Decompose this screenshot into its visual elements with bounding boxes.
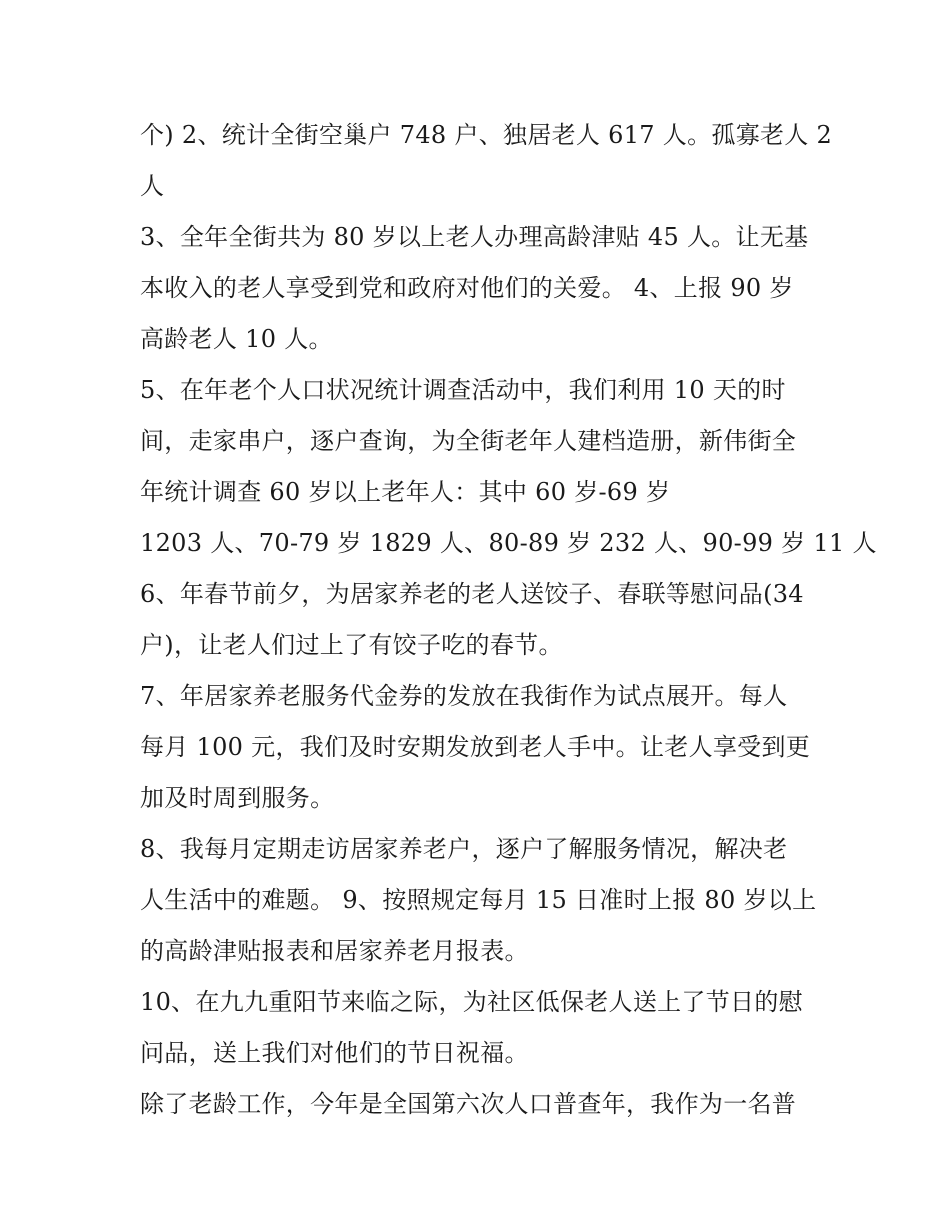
- text-line: 的高龄津贴报表和居家养老月报表。: [140, 937, 529, 965]
- text-line: 人生活中的难题。 9、按照规定每月 15 日准时上报 80 岁以上: [140, 886, 817, 914]
- text-line: 间，走家串户，逐户查询，为全街老年人建档造册，新伟街全: [140, 427, 797, 455]
- text-line: 1203 人、70-79 岁 1829 人、80-89 岁 232 人、90-99 岁 11 人: [140, 529, 877, 557]
- text-line: 除了老龄工作，今年是全国第六次人口普查年，我作为一名普: [140, 1090, 797, 1118]
- text-line: 7、年居家养老服务代金券的发放在我街作为试点展开。每人: [140, 682, 788, 710]
- text-line: 个) 2、统计全街空巢户 748 户、独居老人 617 人。孤寡老人 2: [140, 121, 833, 149]
- text-line: 6、年春节前夕，为居家养老的老人送饺子、春联等慰问品(34: [140, 580, 804, 608]
- text-line: 户)，让老人们过上了有饺子吃的春节。: [140, 631, 563, 659]
- text-line: 问品，送上我们对他们的节日祝福。: [140, 1039, 529, 1067]
- text-line: 本收入的老人享受到党和政府对他们的关爱。 4、上报 90 岁: [140, 274, 794, 302]
- text-line: 加及时周到服务。: [140, 784, 335, 812]
- text-line: 人: [140, 172, 165, 200]
- text-line: 3、全年全街共为 80 岁以上老人办理高龄津贴 45 人。让无基: [140, 223, 809, 251]
- text-line: 年统计调查 60 岁以上老年人：其中 60 岁-69 岁: [140, 478, 671, 506]
- text-line: 10、在九九重阳节来临之际，为社区低保老人送上了节日的慰: [140, 988, 803, 1016]
- text-line: 高龄老人 10 人。: [140, 325, 333, 353]
- text-line: 5、在年老个人口状况统计调查活动中，我们利用 10 天的时: [140, 376, 786, 404]
- document-body: [140, 110, 877, 1130]
- text-line: 8、我每月定期走访居家养老户，逐户了解服务情况，解决老: [140, 835, 788, 863]
- text-line: 每月 100 元，我们及时安期发放到老人手中。让老人享受到更: [140, 733, 811, 761]
